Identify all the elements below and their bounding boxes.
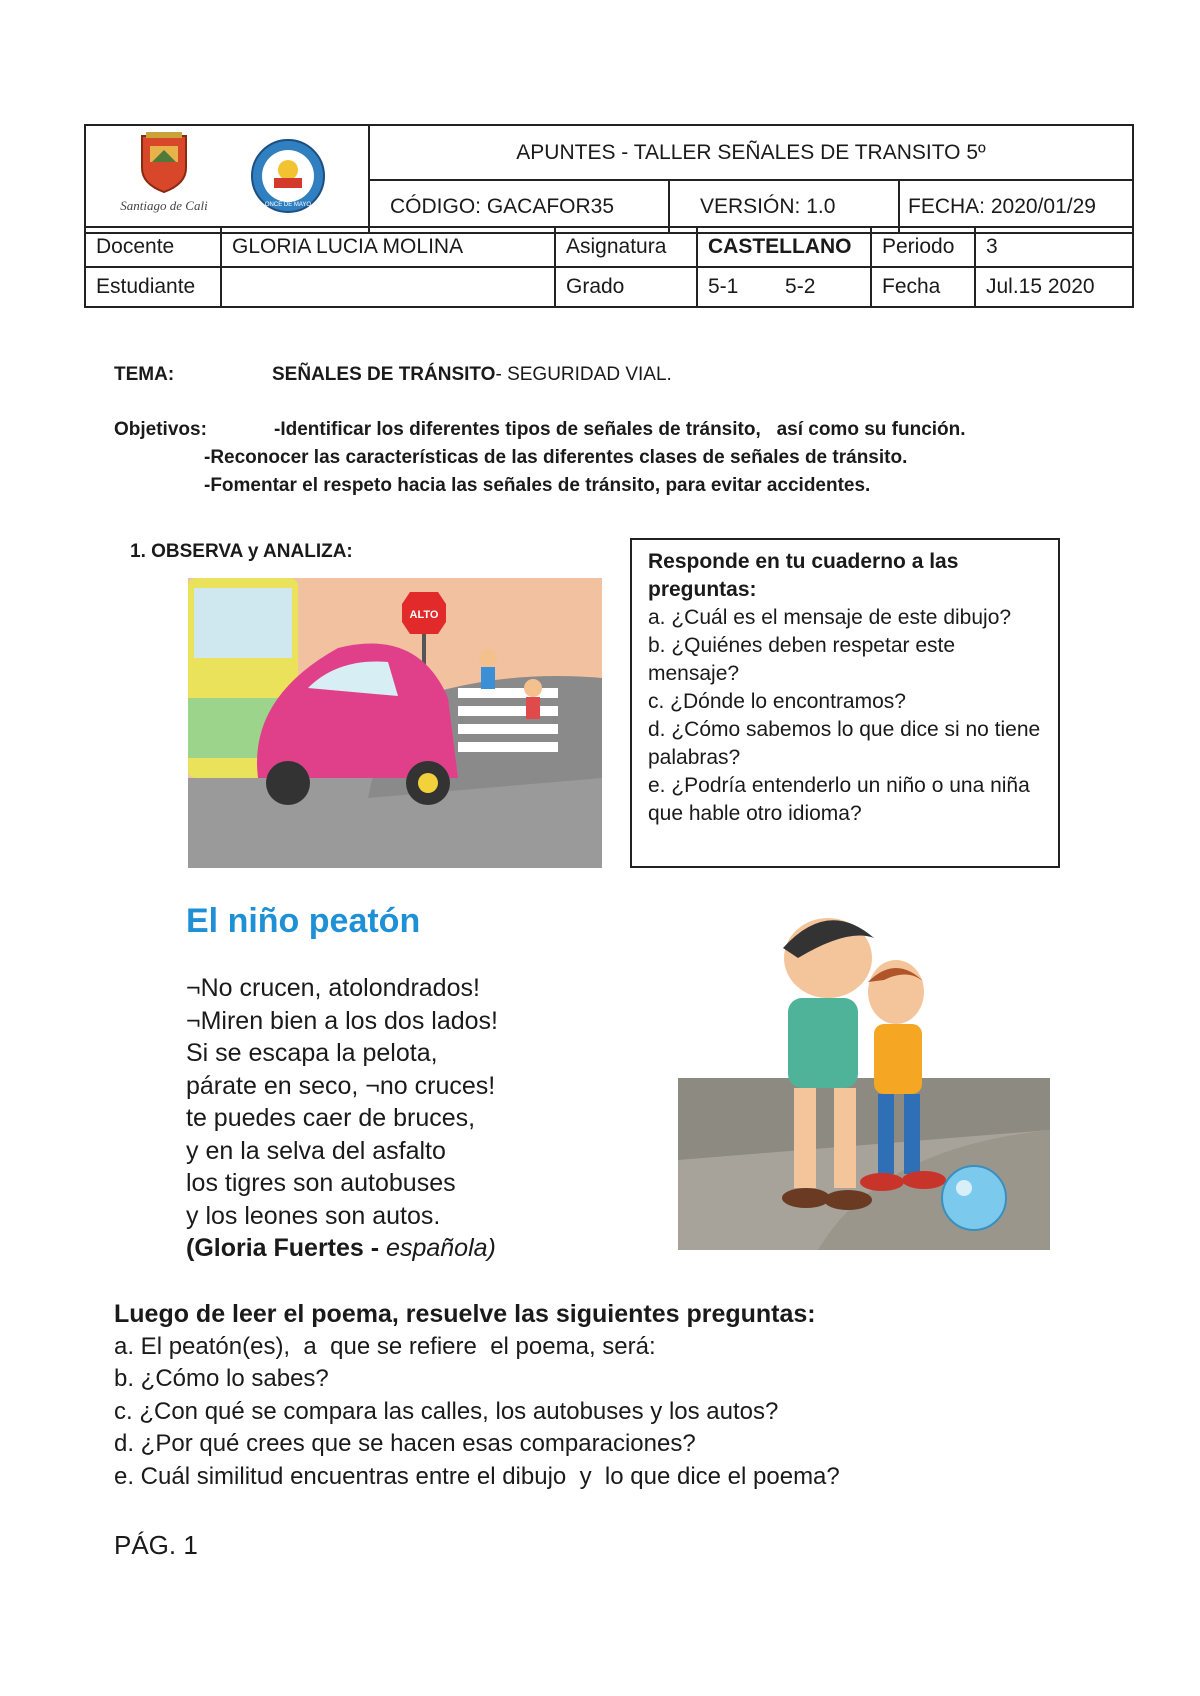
estudiante-label: Estudiante xyxy=(85,267,221,307)
codigo-cell: CÓDIGO: GACAFOR35 xyxy=(369,180,669,233)
objetivos-label: Objetivos: xyxy=(114,419,207,440)
after-question-b: b. ¿Cómo lo sabes? xyxy=(114,1365,329,1392)
tema-label: TEMA: xyxy=(114,364,175,385)
poem-author-nationality: española) xyxy=(386,1234,496,1262)
asignatura-label: Asignatura xyxy=(555,227,697,267)
question-c: c. ¿Dónde lo encontramos? xyxy=(648,690,906,713)
questions-heading: Responde en tu cuaderno a las preguntas: xyxy=(648,550,959,601)
after-questions xyxy=(114,1298,840,1493)
cali-shield-icon xyxy=(142,132,186,192)
grado-label: Grado xyxy=(555,267,697,307)
header-table xyxy=(84,124,1134,234)
doc-title: APUNTES - TALLER SEÑALES DE TRANSITO 5º xyxy=(369,125,1133,180)
cali-caption: Santiago de Cali xyxy=(120,198,208,213)
periodo-label: Periodo xyxy=(871,227,975,267)
docente-label: Docente xyxy=(85,227,221,267)
after-question-a: a. El peatón(es), a que se refiere el poema, será: xyxy=(114,1332,656,1360)
poem-author xyxy=(186,1232,498,1265)
poem-line: y en la selva del asfalto xyxy=(186,1136,446,1165)
poem-author-name: (Gloria Fuertes - xyxy=(186,1234,387,1262)
poem-line: los tigres son autobuses xyxy=(186,1169,456,1197)
docente-value: GLORIA LUCIA MOLINA xyxy=(221,227,555,267)
children-illustration xyxy=(678,898,1050,1250)
poem-line: párate en seco, ¬no cruces! xyxy=(186,1071,496,1100)
poem-line: ¬Miren bien a los dos lados! xyxy=(186,1006,498,1035)
objetivo-item-2: -Reconocer las características de las diferentes clases de señales de tránsito. xyxy=(204,447,908,468)
question-e: e. ¿Podría entenderlo un niño o una niña que hable otro idioma? xyxy=(648,774,1030,825)
fecha-label: Fecha xyxy=(871,267,975,307)
street-illustration xyxy=(188,578,602,868)
objetivo-item-3: -Fomentar el respeto hacia las señales de tránsito, para evitar accidentes. xyxy=(204,475,871,496)
section1-heading: 1. OBSERVA y ANALIZA: xyxy=(130,541,353,562)
tema-value-rest: - SEGURIDAD VIAL. xyxy=(495,364,672,385)
asignatura-value: CASTELLANO xyxy=(697,227,871,267)
page-number: PÁG. 1 xyxy=(114,1530,198,1560)
poem-line: Si se escapa la pelota, xyxy=(186,1039,438,1067)
fecha-value: Jul.15 2020 xyxy=(975,267,1133,307)
fecha-doc-cell: FECHA: 2020/01/29 xyxy=(899,180,1133,233)
poem-line: ¬No crucen, atolondrados! xyxy=(186,974,480,1002)
tema-value xyxy=(272,364,672,386)
question-a: a. ¿Cuál es el mensaje de este dibujo? xyxy=(648,606,1012,629)
question-d: d. ¿Cómo sabemos lo que dice si no tiene palabras? xyxy=(648,718,1041,769)
tema-value-bold: SEÑALES DE TRÁNSITO xyxy=(272,364,496,385)
after-question-d: d. ¿Por qué crees que se hacen esas comparaciones? xyxy=(114,1430,696,1457)
after-question-e: e. Cuál similitud encuentras entre el dibujo y lo que dice el poema? xyxy=(114,1462,840,1490)
after-questions-heading: Luego de leer el poema, resuelve las siguientes preguntas: xyxy=(114,1300,816,1328)
tema-row xyxy=(114,364,174,386)
stop-sign-text: ALTO xyxy=(409,609,439,621)
objetivo-item-1: -Identificar los diferentes tipos de señales de tránsito, así como su función. xyxy=(274,419,966,440)
poem-body xyxy=(186,972,498,1265)
ball-icon xyxy=(942,1166,1006,1230)
version-cell: VERSIÓN: 1.0 xyxy=(669,180,899,233)
logos-cell xyxy=(85,125,369,233)
estudiante-field[interactable] xyxy=(221,267,555,307)
logos-graphic xyxy=(86,126,368,226)
poem-line: te puedes caer de bruces, xyxy=(186,1104,476,1132)
after-question-c: c. ¿Con qué se compara las calles, los autobuses y los autos? xyxy=(114,1397,779,1425)
poem-line: y los leones son autos. xyxy=(186,1201,441,1230)
grado-value: 5-1 5-2 xyxy=(697,267,871,307)
seal-text: ONCE DE MAYO xyxy=(264,202,312,208)
poem-title: El niño peatón xyxy=(186,902,421,940)
questions-box xyxy=(630,538,1060,868)
info-table xyxy=(84,226,1134,308)
periodo-value: 3 xyxy=(975,227,1133,267)
school-seal-icon xyxy=(252,140,324,212)
question-b: b. ¿Quiénes deben respetar este mensaje? xyxy=(648,634,956,685)
